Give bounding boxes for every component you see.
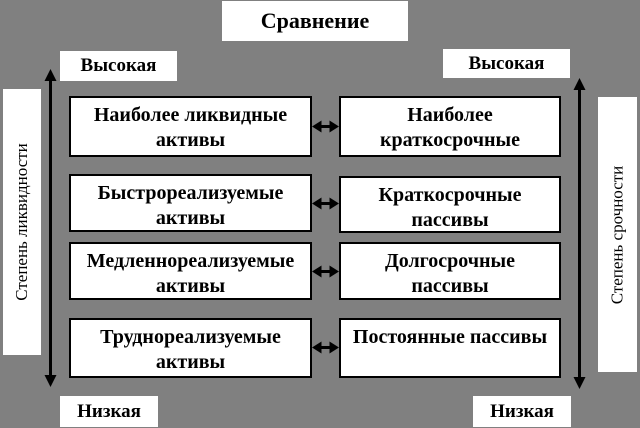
box-text-line: краткосрочные <box>380 129 520 151</box>
row-1-double-arrow-icon <box>312 119 339 134</box>
box-text-line: активы <box>155 129 226 151</box>
right-axis-double-arrow-icon <box>572 78 587 389</box>
title-box: Сравнение <box>222 1 408 41</box>
liability-box-permanent <box>339 318 561 378</box>
box-text-line: Наиболее ликвидные <box>93 104 288 126</box>
row-2-double-arrow-icon <box>312 196 339 211</box>
right-axis-title <box>598 97 637 372</box>
right-axis-title-text: Степень срочности <box>607 165 627 304</box>
right-axis-low-label: Низкая <box>473 396 571 427</box>
box-text-line: Постоянные пассивы <box>352 326 548 348</box>
liability-box-long-term <box>339 242 561 300</box>
left-axis-low-label: Низкая <box>60 396 158 427</box>
asset-box-slowly-realizable <box>69 242 312 300</box>
box-text-line: активы <box>155 207 226 229</box>
liability-box-short-term <box>339 176 561 233</box>
box-text-line: Краткосрочные <box>378 184 522 206</box>
asset-box-quickly-realizable <box>69 174 312 232</box>
box-text-line: Долгосрочные <box>384 250 516 272</box>
box-text-line: активы <box>155 275 226 297</box>
left-axis-high-label: Высокая <box>60 51 177 81</box>
box-text-line: Быстрореализуемые <box>97 182 284 204</box>
box-text-line: Труднореализуемые <box>100 326 281 348</box>
left-axis-double-arrow-icon <box>43 69 58 387</box>
box-text-line: пассивы <box>411 209 489 231</box>
left-axis-title-text: Степень ликвидности <box>12 143 32 301</box>
row-3-double-arrow-icon <box>312 264 339 279</box>
row-4-double-arrow-icon <box>312 340 339 355</box>
box-text-line: Наиболее <box>407 104 493 126</box>
asset-box-most-liquid <box>69 96 312 157</box>
left-axis-title <box>3 89 41 355</box>
right-axis-high-label: Высокая <box>443 49 570 78</box>
box-text-line: активы <box>155 351 226 373</box>
asset-box-hard-to-realize <box>69 318 312 378</box>
box-text-line: пассивы <box>411 275 489 297</box>
liability-box-most-short-term <box>339 96 561 157</box>
box-text-line: Медленнореализуемые <box>86 250 295 272</box>
